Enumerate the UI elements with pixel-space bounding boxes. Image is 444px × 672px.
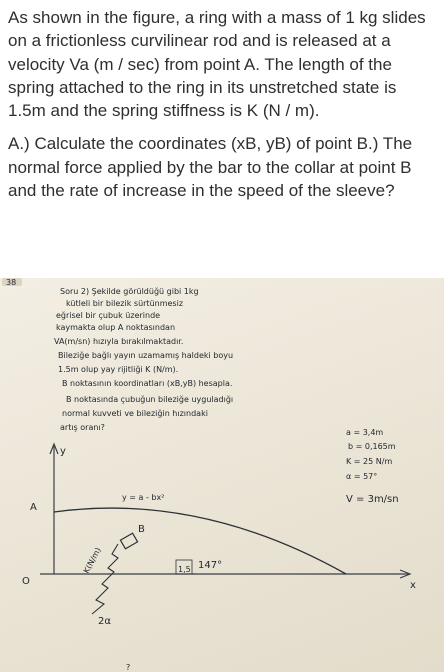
hw-line-7: 1.5m olup yay rijitliği K (N/m).	[58, 365, 179, 374]
x-axis-label: x	[410, 580, 416, 591]
point-b-label: B	[138, 524, 145, 535]
hw-line-10: normal kuvveti ve bileziğin hızındaki	[62, 409, 208, 418]
curve-equation: y = a - bx²	[122, 493, 165, 502]
question-paragraph-1: As shown in the figure, a ring with a mass of 1 kg slides on a frictionless curvilinear rod and is released at a velocity Va (m / sec) from point A. The length of the spring attached to the ring in its unstretched state is 1.5m and the spring stiffness is K (N / m).	[8, 8, 426, 121]
hw-line-11: artış oranı?	[60, 423, 105, 432]
given-v: V = 3m/sn	[346, 494, 399, 505]
hw-line-5: VA(m/sn) hızıyla bırakılmaktadır.	[54, 337, 184, 346]
angle-147: 147°	[198, 560, 223, 571]
given-b: b = 0,165m	[348, 442, 396, 451]
given-k: K = 25 N/m	[346, 457, 393, 466]
hw-line-9: B noktasında çubuğun bileziğe uyguladığı	[66, 395, 234, 404]
hw-line-8: B noktasının koordinatları (xB,yB) hesapla.	[62, 379, 233, 388]
hw-line-2: kütleli bir bilezik sürtünmesiz	[66, 299, 184, 308]
angle-2alpha: 2α	[98, 616, 111, 627]
handwritten-problem-photo	[0, 278, 444, 672]
question-paragraph-2: A.) Calculate the coordinates (xB, yB) of point B.) The normal force applied by the bar to the collar at point B and the rate of increase in the speed of the sleeve?	[8, 134, 413, 201]
photo-canvas	[0, 278, 444, 672]
hw-line-3: eğrisel bir çubuk üzerinde	[56, 311, 161, 320]
given-alpha: α = 57°	[346, 472, 378, 481]
hw-line-6: Bileziğe bağlı yayın uzamamış haldeki boyu	[58, 351, 234, 360]
bottom-mark: ?	[126, 663, 131, 672]
given-a: a = 3,4m	[346, 428, 384, 437]
origin-label: O	[22, 576, 30, 587]
point-a-label: A	[30, 502, 37, 513]
hw-line-1: Soru 2) Şekilde görüldüğü gibi 1kg	[60, 287, 199, 296]
page-tag: 38	[6, 278, 17, 287]
spring-label: K(N/m)	[81, 546, 103, 575]
hw-line-4: kaymakta olup A noktasından	[56, 323, 176, 332]
collar	[120, 533, 137, 549]
small-angle-label: 1,5	[178, 565, 191, 574]
question-text	[8, 6, 438, 202]
y-axis-label: y	[60, 446, 66, 457]
